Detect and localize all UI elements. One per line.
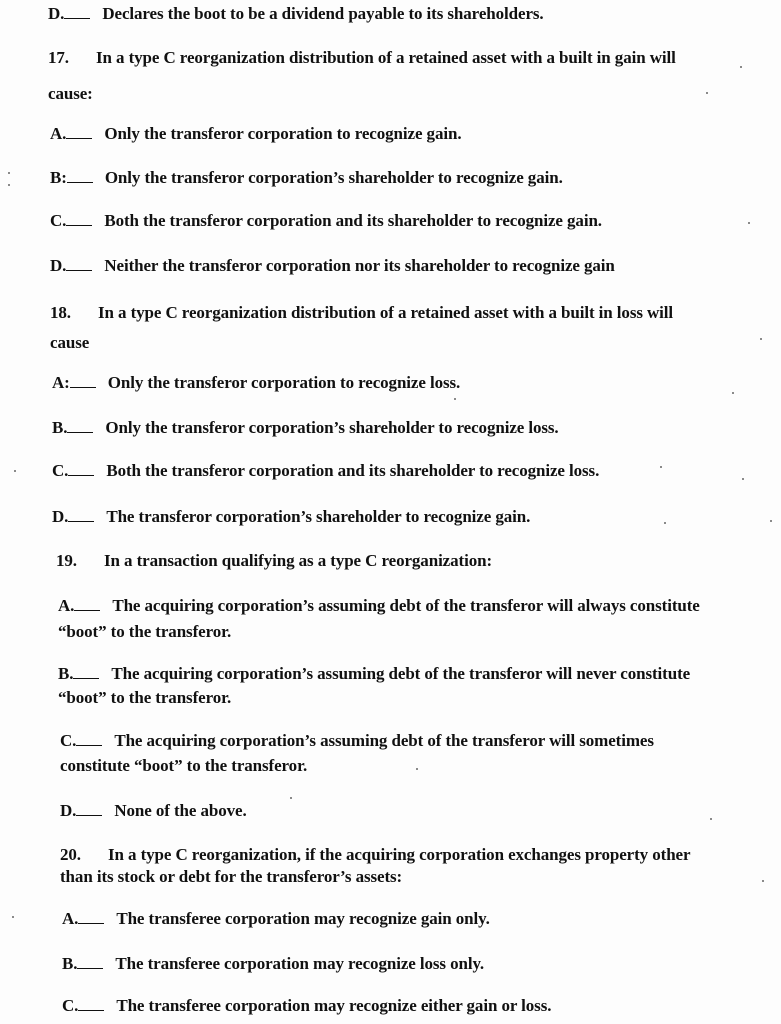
option-text: Only the transferor corporation’s shareholder to recognize gain.: [104, 168, 563, 187]
option-letter: A.: [50, 124, 67, 143]
q19-option-d: [60, 801, 247, 821]
option-text-cont: “boot” to the transferor.: [58, 622, 232, 641]
scan-speck: [454, 398, 456, 400]
scan-speck: [742, 478, 744, 480]
question-number: 19.: [56, 551, 77, 570]
option-text: The transferor corporation’s shareholder to recognize gain.: [106, 507, 531, 526]
q19-stem: [56, 551, 492, 571]
q18-option-c: [52, 461, 599, 481]
q19-option-a-cont: [58, 622, 231, 642]
answer-blank[interactable]: [66, 137, 92, 139]
option-text: Declares the boot to be a dividend payable to its shareholders.: [102, 4, 544, 23]
scan-speck: [760, 338, 762, 340]
option-text: The acquiring corporation’s assuming debt of the transferor will sometimes: [114, 731, 654, 750]
option-text: The transferee corporation may recognize loss only.: [115, 954, 485, 973]
answer-blank[interactable]: [68, 474, 94, 476]
scan-speck: [770, 520, 772, 522]
scan-speck: [8, 172, 10, 174]
q19-option-c: [60, 731, 654, 751]
option-letter: C.: [62, 996, 79, 1015]
option-letter: A.: [62, 909, 79, 928]
q20-option-b: [62, 954, 484, 974]
q19-option-b: [58, 664, 690, 684]
option-letter: B.: [52, 418, 68, 437]
option-text: Only the transferor corporation’s shareholder to recognize loss.: [105, 418, 559, 437]
scan-speck: [762, 880, 764, 882]
option-letter: D.: [60, 801, 77, 820]
q17-stem: [48, 48, 676, 68]
option-letter: B:: [50, 168, 67, 187]
answer-blank[interactable]: [67, 181, 93, 183]
answer-blank[interactable]: [64, 17, 90, 19]
scan-speck: [740, 66, 742, 68]
question-stem: In a transaction qualifying as a type C reorganization:: [104, 551, 493, 570]
option-text: None of the above.: [114, 801, 247, 820]
q20-stem: [60, 845, 690, 865]
answer-blank[interactable]: [70, 386, 96, 388]
option-text: Both the transferor corporation and its shareholder to recognize loss.: [106, 461, 600, 480]
answer-blank[interactable]: [77, 967, 103, 969]
option-text: Only the transferor corporation to recognize loss.: [107, 373, 461, 392]
option-letter: C.: [60, 731, 77, 750]
option-letter: D.: [50, 256, 67, 275]
q18-stem: [50, 303, 673, 323]
answer-blank[interactable]: [78, 1009, 104, 1011]
option-text-cont: constitute “boot” to the transferor.: [60, 756, 308, 775]
option-letter: A.: [58, 596, 75, 615]
option-letter: A:: [52, 373, 70, 392]
question-stem: In a type C reorganization distribution of a retained asset with a built in loss will: [98, 303, 674, 322]
answer-blank[interactable]: [76, 744, 102, 746]
q16-option-d: [48, 4, 544, 24]
scan-speck: [8, 184, 10, 186]
q17-option-a: [50, 124, 461, 144]
answer-blank[interactable]: [66, 224, 92, 226]
option-text: Only the transferor corporation to recognize gain.: [104, 124, 462, 143]
q19-option-c-cont: [60, 756, 307, 776]
question-number: 20.: [60, 845, 81, 864]
scan-speck: [664, 522, 666, 524]
option-letter: D.: [52, 507, 69, 526]
scan-speck: [660, 466, 662, 468]
answer-blank[interactable]: [67, 431, 93, 433]
question-number: 17.: [48, 48, 69, 67]
q18-option-d: [52, 507, 530, 527]
q19-option-a: [58, 596, 700, 616]
option-text: Both the transferor corporation and its shareholder to recognize gain.: [104, 211, 602, 230]
option-letter: B.: [62, 954, 78, 973]
answer-blank[interactable]: [66, 269, 92, 271]
scan-speck: [14, 470, 16, 472]
q20-option-a: [62, 909, 490, 929]
question-number: 18.: [50, 303, 71, 322]
answer-blank[interactable]: [78, 922, 104, 924]
question-stem: In a type C reorganization, if the acquiring corporation exchanges property other: [108, 845, 691, 864]
answer-blank[interactable]: [73, 677, 99, 679]
answer-blank[interactable]: [74, 609, 100, 611]
option-text: Neither the transferor corporation nor its shareholder to recognize gain: [104, 256, 615, 275]
q18-option-a: [52, 373, 460, 393]
option-letter: C.: [52, 461, 69, 480]
scan-speck: [12, 916, 14, 918]
q18-option-b: [52, 418, 559, 438]
option-text: The acquiring corporation’s assuming debt of the transferor will never constitute: [111, 664, 691, 683]
scan-speck: [732, 392, 734, 394]
option-letter: B.: [58, 664, 74, 683]
scan-speck: [710, 818, 712, 820]
q20-stem-cont: [60, 867, 402, 887]
answer-blank[interactable]: [68, 520, 94, 522]
option-text: The transferee corporation may recognize either gain or loss.: [116, 996, 552, 1015]
q17-option-d: [50, 256, 615, 276]
scan-speck: [706, 92, 708, 94]
scan-speck: [416, 768, 418, 770]
option-letter: D.: [48, 4, 65, 23]
q17-option-c: [50, 211, 602, 231]
scan-speck: [748, 222, 750, 224]
question-stem-cont: cause:: [48, 84, 93, 103]
option-text: The transferee corporation may recognize gain only.: [116, 909, 490, 928]
q18-stem-cont: [50, 333, 89, 353]
answer-blank[interactable]: [76, 814, 102, 816]
scan-speck: [290, 797, 292, 799]
q17-stem-cont: [48, 84, 93, 104]
question-stem-cont: cause: [50, 333, 90, 352]
q17-option-b: [50, 168, 563, 188]
option-letter: C.: [50, 211, 67, 230]
question-stem-cont: than its stock or debt for the transferor’s assets:: [60, 867, 403, 886]
question-stem: In a type C reorganization distribution of a retained asset with a built in gain will: [96, 48, 676, 67]
q20-option-c: [62, 996, 551, 1016]
option-text-cont: “boot” to the transferor.: [58, 688, 232, 707]
q19-option-b-cont: [58, 688, 231, 708]
option-text: The acquiring corporation’s assuming debt of the transferor will always constitute: [112, 596, 700, 615]
